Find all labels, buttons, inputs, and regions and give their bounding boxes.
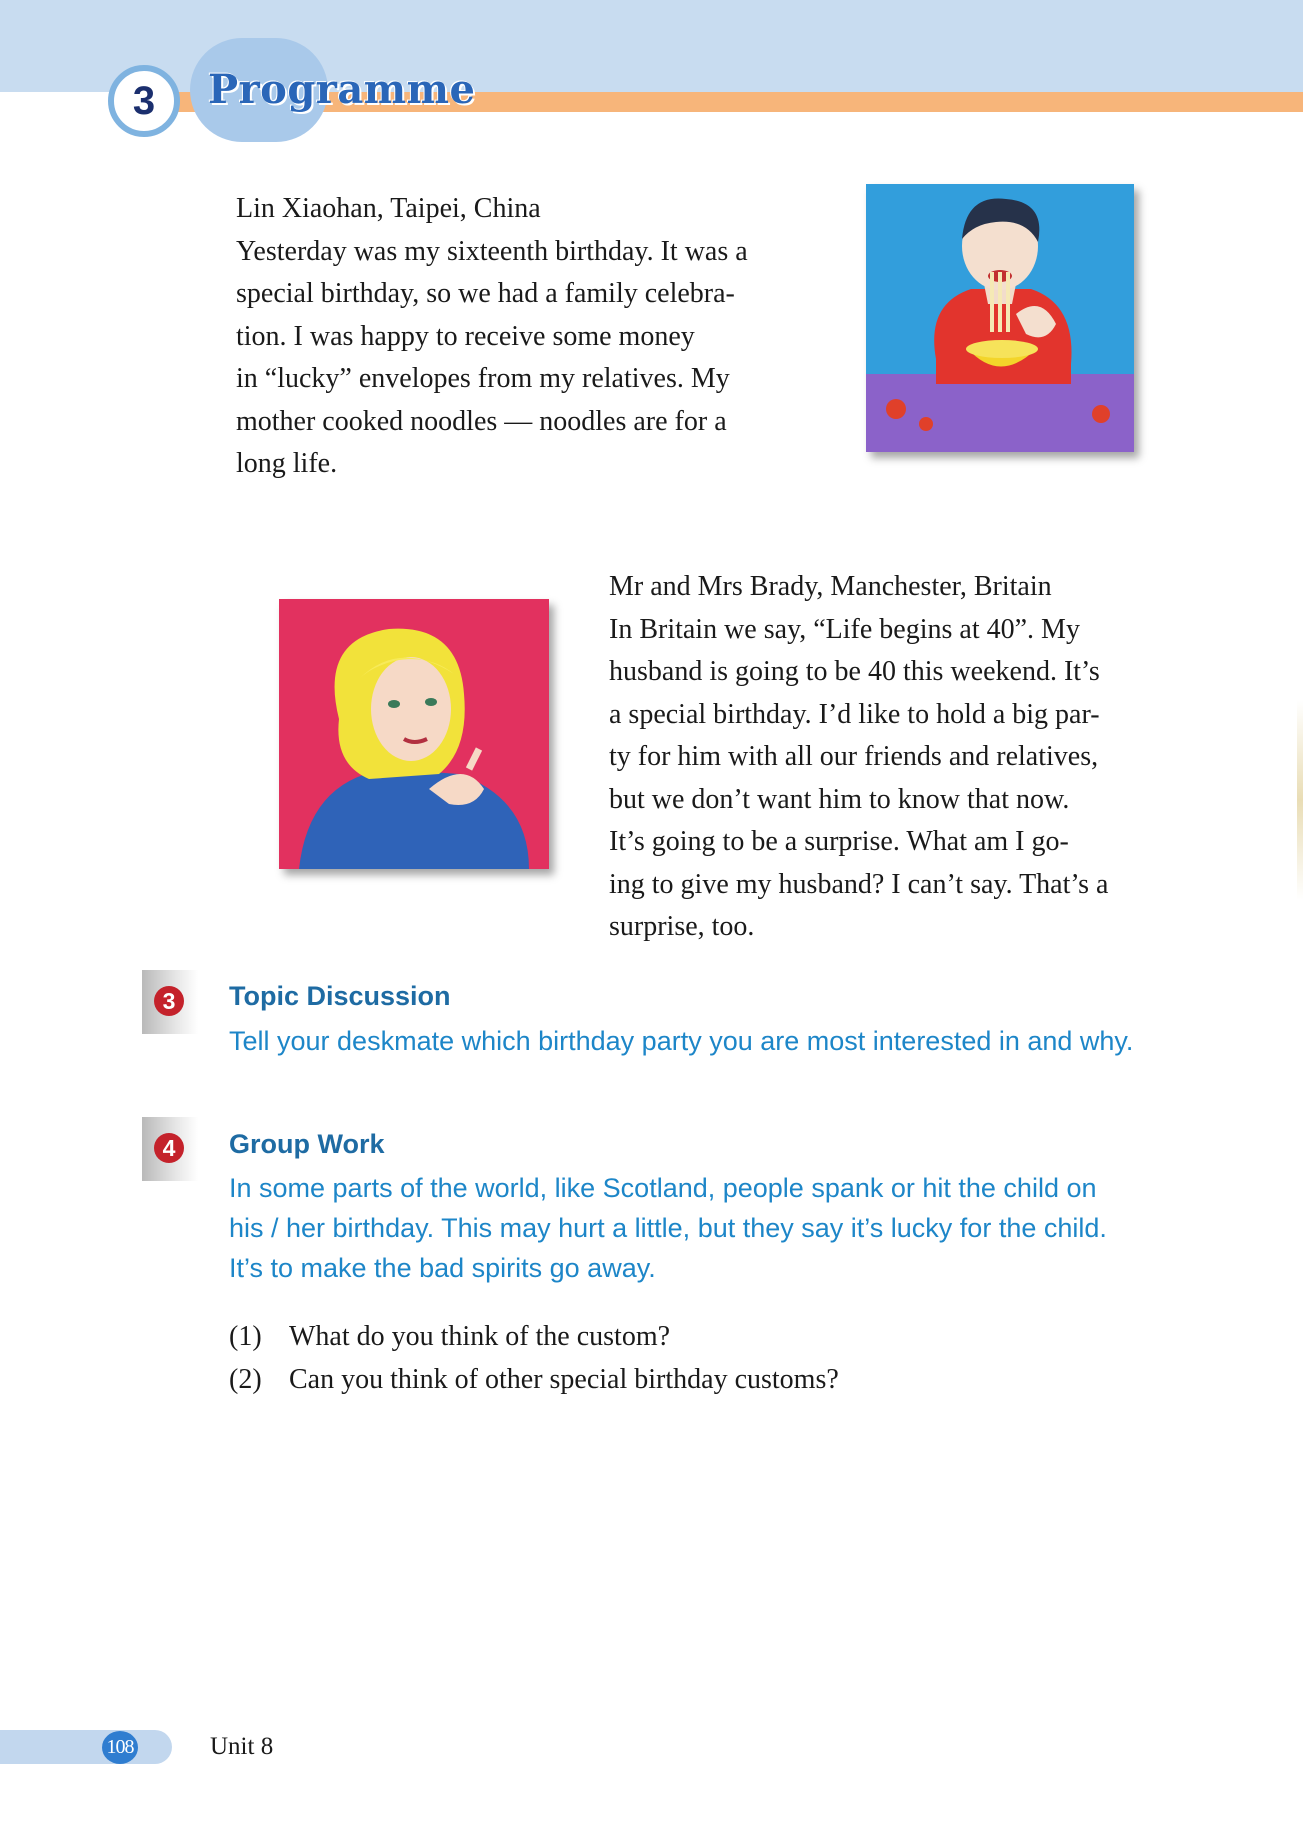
group-work-heading: Group Work — [229, 1129, 385, 1159]
boy-eating-noodles-illustration — [866, 184, 1134, 452]
task-line: Tell your deskmate which birthday party you are most interested in and why. — [229, 1026, 1134, 1056]
task-line: his / her birthday. This may hurt a little, but they say it’s lucky for the child. — [229, 1213, 1107, 1243]
unit-label: Unit 8 — [210, 1733, 274, 1760]
text-line: Lin Xiaohan, Taipei, China — [236, 193, 541, 224]
text-line: ty for him with all our friends and relatives, — [609, 741, 1099, 772]
question-number: (1) — [229, 1321, 262, 1352]
text-line: Yesterday was my sixteenth birthday. It was a — [236, 235, 748, 267]
text-lin-xiaohan — [236, 188, 800, 486]
task-number-badge: 4 — [154, 1133, 184, 1163]
woman-with-blonde-hair-illustration — [279, 599, 549, 869]
group-work-text — [229, 1168, 1179, 1288]
text-line: a special birthday. I’d like to hold a big par- — [609, 698, 1100, 730]
topic-discussion-text — [229, 1021, 1209, 1061]
question-number: (2) — [229, 1364, 262, 1395]
text-line: husband is going to be 40 this weekend. It’s — [609, 656, 1100, 687]
text-line: tion. I was happy to receive some money — [236, 320, 695, 352]
text-line: ing to give my husband? I can’t say. That’s a — [609, 868, 1109, 900]
text-line: It’s going to be a surprise. What am I go- — [609, 826, 1069, 857]
question-text: What do you think of the custom? — [289, 1321, 671, 1352]
text-line: mother cooked noodles — noodles are for a — [236, 405, 727, 437]
task-number-badge: 3 — [154, 986, 184, 1016]
task-4-icon — [142, 1117, 198, 1181]
text-line: surprise, too. — [609, 911, 755, 942]
page-edge-decor — [1297, 700, 1303, 900]
topic-discussion-heading: Topic Discussion — [229, 981, 451, 1011]
page-number: 108 — [102, 1731, 138, 1764]
text-line: but we don’t want him to know that now. — [609, 783, 1070, 815]
text-line: long life. — [236, 448, 338, 479]
text-line: special birthday, so we had a family celebra- — [236, 278, 735, 309]
task-line: In some parts of the world, like Scotland, people spank or hit the child on — [229, 1173, 1097, 1203]
question-1 — [229, 1321, 670, 1353]
text-mr-mrs-brady — [609, 566, 1155, 949]
footer-bar — [0, 1730, 172, 1764]
question-2 — [229, 1364, 839, 1396]
section-number: 3 — [132, 78, 156, 123]
task-line: It’s to make the bad spirits go away. — [229, 1253, 656, 1283]
text-line: Mr and Mrs Brady, Manchester, Britain — [609, 571, 1052, 602]
section-number-badge — [108, 65, 180, 137]
task-3-icon — [142, 970, 198, 1034]
section-title: Programme — [208, 66, 476, 113]
text-line: in “lucky” envelopes from my relatives. My — [236, 363, 730, 394]
text-line: In Britain we say, “Life begins at 40”. My — [609, 613, 1080, 645]
question-text: Can you think of other special birthday customs? — [289, 1364, 839, 1395]
